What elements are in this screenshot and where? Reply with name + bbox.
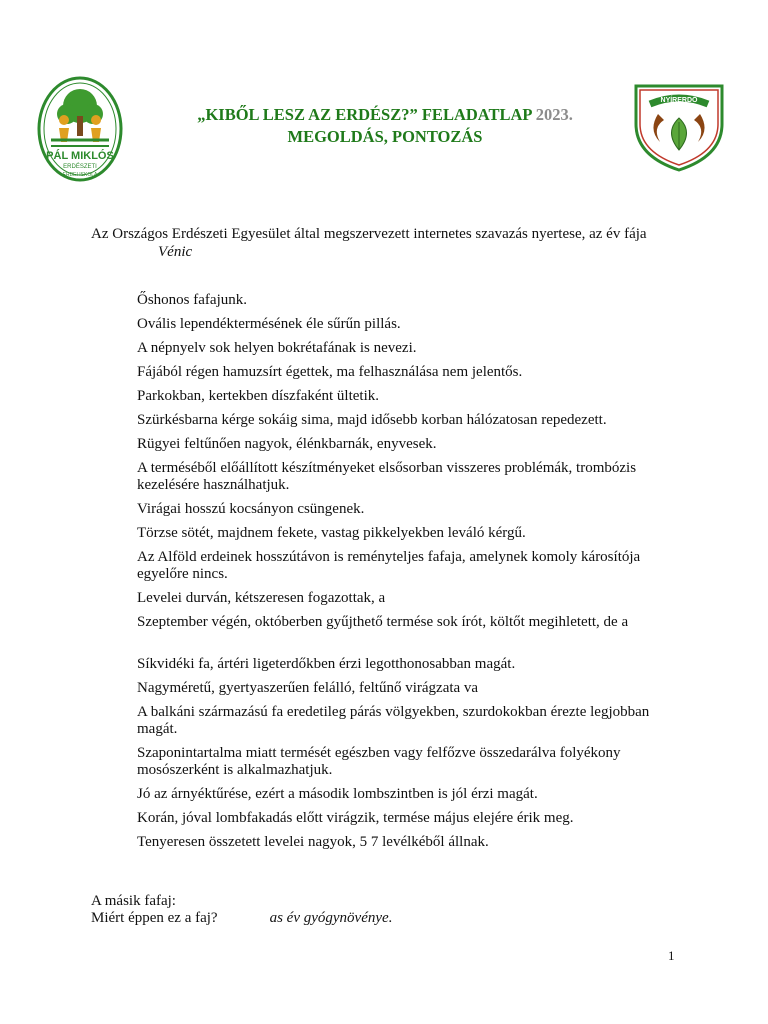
- clue-item: Fájából régen hamuzsírt égettek, ma felhasználása nem jelentős.: [137, 364, 523, 380]
- nyirerdo-logo: [630, 80, 728, 172]
- clue-item: A terméséből előállított készítményeket elsősorban visszeres problémák, trombózis kezelésére használhatjuk.: [137, 460, 637, 493]
- why-answer: as év gyógynövénye.: [269, 910, 393, 926]
- clue-item: Szaponintartalma miatt termését egészben vagy felfőzve összedarálva folyékony mosószerként is alkalmazhatjuk.: [137, 745, 621, 778]
- svg-text:ERDEI ISKOLA: ERDEI ISKOLA: [62, 172, 98, 178]
- clue-item: Nagyméretű, gyertyaszerűen felálló, feltűnő virágzata va: [137, 680, 479, 696]
- clue-item: Rügyei feltűnően nagyok, élénkbarnák, enyvesek.: [137, 436, 437, 452]
- clue-item: Szeptember végén, októberben gyűjthető termése sok írót, költőt megihletett, de a: [137, 614, 629, 630]
- intro-paragraph: [91, 225, 691, 261]
- clue-gap: [137, 638, 677, 656]
- clue-item: Tenyeresen összetett levelei nagyok, 5 7 levélkéből állnak.: [137, 834, 489, 850]
- page-number: 1: [668, 948, 675, 963]
- nyirerdo-crest-logo-icon: [630, 80, 728, 172]
- other-species-label: A másik fafaj:: [91, 893, 176, 909]
- clue-item: Virágai hosszú kocsányon csüngenek.: [137, 501, 365, 517]
- clue-item: Korán, jóval lombfakadás előtt virágzik, termése május elejére érik meg.: [137, 810, 574, 826]
- other-species-question: [91, 893, 392, 927]
- why-this-species-row: [91, 910, 392, 927]
- clue-item: Parkokban, kertekben díszfaként ültetik.: [137, 388, 380, 404]
- clue-group-b: [137, 656, 677, 851]
- clue-item: Törzse sötét, majdnem fekete, vastag pikkelyekben leváló kérgű.: [137, 525, 526, 541]
- svg-text:NYÍRERDŐ: NYÍRERDŐ: [660, 97, 698, 104]
- intro-text: Az Országos Erdészeti Egyesület által megszervezett internetes szavazás nyertese, az év fája: [91, 226, 647, 242]
- clue-item: Ovális lependéktermésének éle sűrűn pillás.: [137, 316, 401, 332]
- clue-list: [137, 292, 677, 858]
- title-year: 2023.: [535, 105, 573, 124]
- svg-text:ERDÉSZETI: ERDÉSZETI: [63, 164, 97, 170]
- clue-item: Az Alföld erdeinek hosszútávon is reményteljes fafaja, amelynek komoly károsítója egyelőre nincs.: [137, 549, 641, 582]
- title-text: „KIBŐL LESZ AZ ERDÉSZ?” FELADATLAP: [197, 105, 532, 124]
- clue-item: A népnyelv sok helyen bokrétafának is nevezi.: [137, 340, 417, 356]
- clue-item: Szürkésbarna kérge sokáig sima, majd idősebb korban hálózatosan repedezett.: [137, 412, 607, 428]
- pal-miklos-school-logo-icon: [37, 76, 123, 182]
- clue-item: Őshonos fafajunk.: [137, 292, 247, 308]
- pal-miklos-logo: [37, 76, 123, 182]
- intro-answer: Vénic: [158, 244, 193, 260]
- clue-item: A balkáni származású fa eredetileg párás völgyekben, szurdokokban érezte legjobban magát.: [137, 704, 650, 737]
- clue-group-a: [137, 292, 677, 631]
- document-title: [140, 104, 630, 148]
- title-line-2: MEGOLDÁS, PONTOZÁS: [287, 127, 483, 146]
- title-line-1: [140, 104, 630, 126]
- clue-item: Levelei durván, kétszeresen fogazottak, a: [137, 590, 386, 606]
- clue-item: Jó az árnyéktűrése, ezért a második lombszintben is jól érzi magát.: [137, 786, 538, 802]
- clue-item: Síkvidéki fa, ártéri ligeterdőkben érzi legotthonosabban magát.: [137, 656, 516, 672]
- svg-text:PÁL MIKLÓS: PÁL MIKLÓS: [46, 150, 114, 162]
- why-label: Miért éppen ez a faj?: [91, 910, 218, 926]
